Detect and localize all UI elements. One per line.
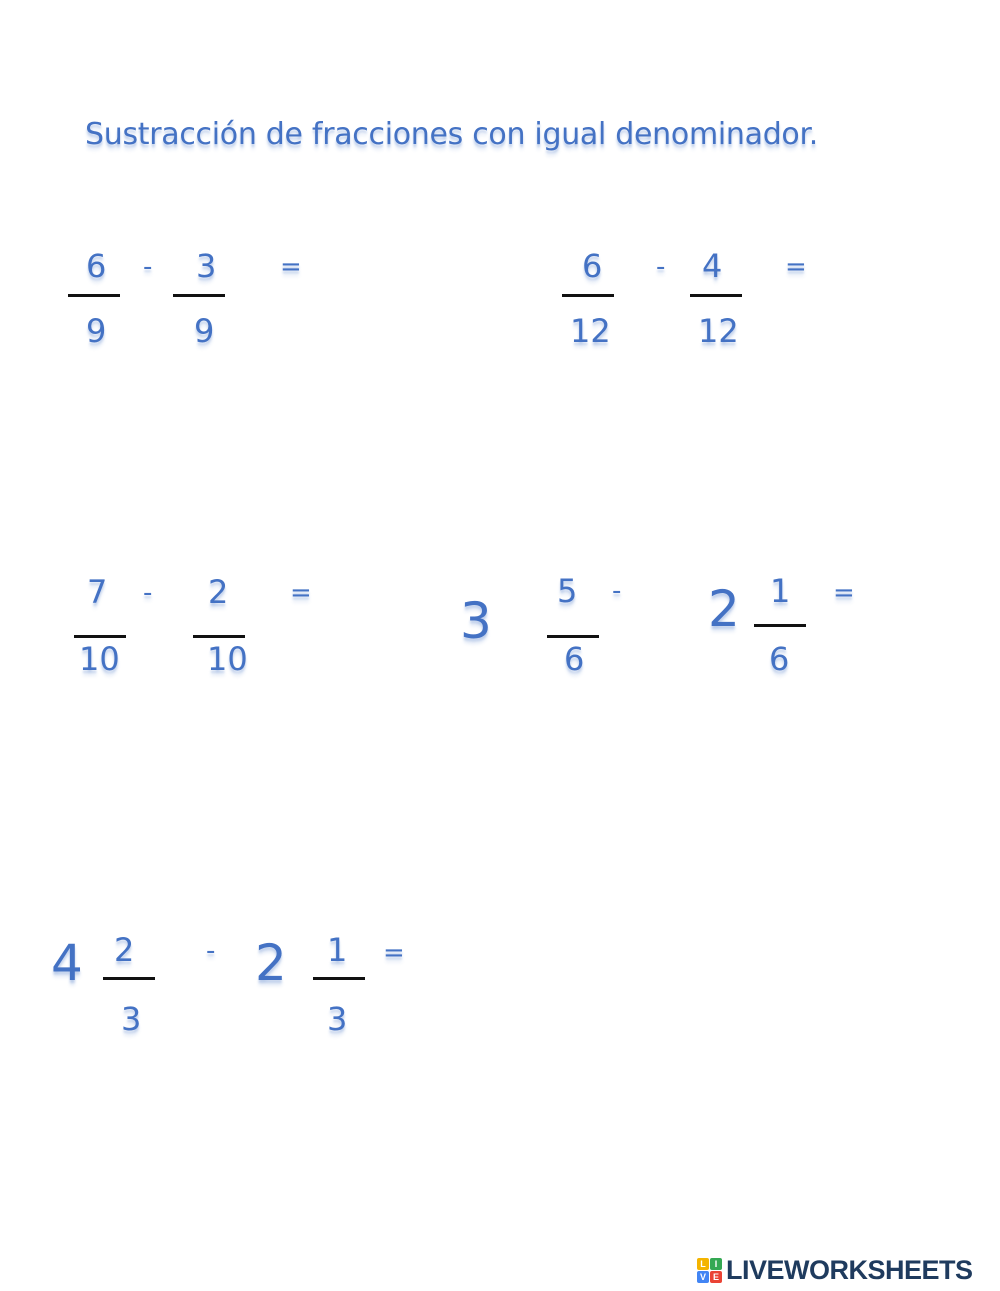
p2-second-fraction-bar — [690, 294, 742, 297]
p1-second-denominator: 9 — [194, 312, 215, 350]
p2-first-denominator: 12 — [570, 312, 611, 350]
logo-text: LIVEWORKSHEETS — [726, 1254, 973, 1285]
p1-second-fraction-bar — [173, 294, 225, 297]
p4-equals-sign: = — [833, 578, 855, 608]
p5-second-numerator: 1 — [327, 931, 348, 969]
p1-first-numerator: 6 — [86, 247, 107, 285]
p5-second-whole-number: 2 — [255, 934, 287, 992]
p4-second-numerator: 1 — [770, 572, 791, 610]
p2-second-denominator: 12 — [698, 312, 739, 350]
p3-second-denominator: 10 — [207, 640, 248, 678]
p4-second-denominator: 6 — [769, 640, 790, 678]
p4-second-whole-number: 2 — [708, 580, 740, 638]
p1-minus-sign: - — [143, 252, 153, 282]
page-title: Sustracción de fracciones con igual denominador. — [85, 117, 819, 152]
p4-second-fraction-bar — [754, 624, 806, 627]
p5-minus-sign: - — [206, 936, 216, 966]
p5-first-whole-number: 4 — [51, 934, 83, 992]
p2-equals-sign: = — [785, 252, 807, 282]
logo-tiles-icon — [697, 1258, 722, 1283]
p1-first-fraction-bar — [68, 294, 120, 297]
p5-first-fraction-bar — [103, 977, 155, 980]
p3-first-denominator: 10 — [79, 640, 120, 678]
p1-equals-sign: = — [280, 252, 302, 282]
logo-tile-e: E — [710, 1271, 722, 1283]
liveworksheets-logo — [697, 1256, 973, 1284]
logo-tile-l: L — [697, 1258, 709, 1270]
logo-tile-i: I — [710, 1258, 722, 1270]
p2-first-fraction-bar — [562, 294, 614, 297]
p5-equals-sign: = — [383, 938, 405, 968]
p5-second-fraction-bar — [313, 977, 365, 980]
p4-minus-sign: - — [612, 576, 622, 606]
p3-second-numerator: 2 — [208, 573, 229, 611]
p3-first-fraction-bar — [74, 635, 126, 638]
p5-second-denominator: 3 — [327, 1000, 348, 1038]
p3-second-fraction-bar — [193, 635, 245, 638]
p5-first-denominator: 3 — [121, 1000, 142, 1038]
p5-first-numerator: 2 — [114, 931, 135, 969]
p1-second-numerator: 3 — [196, 247, 217, 285]
p2-second-numerator: 4 — [702, 247, 723, 285]
p1-first-denominator: 9 — [86, 312, 107, 350]
p3-equals-sign: = — [290, 578, 312, 608]
p4-first-numerator: 5 — [557, 572, 578, 610]
p2-first-numerator: 6 — [582, 247, 603, 285]
p2-minus-sign: - — [656, 252, 666, 282]
logo-tile-v: V — [697, 1271, 709, 1283]
p4-first-fraction-bar — [547, 635, 599, 638]
p4-first-whole-number: 3 — [460, 592, 492, 650]
p3-first-numerator: 7 — [87, 573, 108, 611]
p4-first-denominator: 6 — [564, 640, 585, 678]
p3-minus-sign: - — [143, 578, 153, 608]
